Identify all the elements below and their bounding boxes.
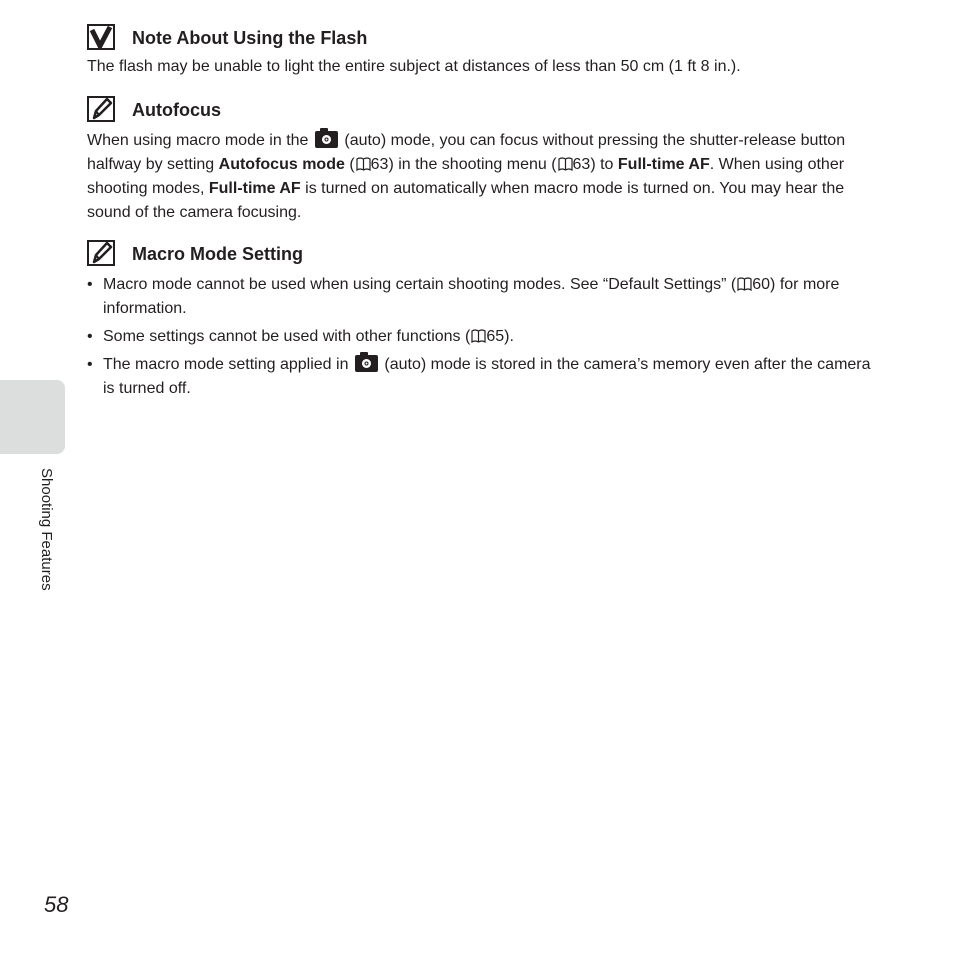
autofocus-mode-term: Autofocus mode [218,156,345,173]
page-number: 58 [44,892,69,917]
autofocus-section [87,96,877,225]
autofocus-text-10: is turned on automatically when macro mode is turned on. You may hear the sound of the camera focusing. [87,180,845,221]
autofocus-body [87,129,877,225]
bullet-text: 65). [486,328,514,345]
book-reference-icon [737,277,752,291]
autofocus-text-2: (auto) mode, you can focus without pressing the shutter-release button halfway by setting [87,132,846,173]
pencil-icon [87,240,115,266]
macro-section [87,240,877,405]
book-reference-icon [558,157,573,171]
book-reference-icon [356,157,371,171]
macro-heading [87,240,877,270]
chapter-side-label: Shooting Features [38,468,55,591]
list-item [87,325,877,349]
autofocus-text-4: ( [349,156,355,173]
note-flash-title: Note About Using the Flash [132,28,368,48]
chapter-tab [0,380,65,454]
bullet-text: Some settings cannot be used with other functions ( [103,328,471,345]
autofocus-heading [87,96,877,126]
autofocus-text-1: When using macro mode in the [87,132,309,149]
check-mark-icon [87,24,115,50]
camera-icon [355,355,378,372]
macro-bullet-list [87,273,877,401]
book-reference-icon [471,329,486,343]
note-flash-body: The flash may be unable to light the entire subject at distances of less than 50 cm (1 ft 8 in.). [87,58,741,75]
pencil-icon [87,96,115,122]
note-flash-section [87,24,877,79]
list-item [87,273,877,321]
full-time-af-term: Full-time AF [617,156,710,173]
bullet-text: The macro mode setting applied in [103,356,349,373]
bullet-text: Macro mode cannot be used when using certain shooting modes. See “Default Settings” ( [103,276,737,293]
full-time-af-term: Full-time AF [208,180,301,197]
autofocus-text-6: 63) to [572,156,614,173]
macro-title: Macro Mode Setting [132,244,304,264]
autofocus-title: Autofocus [132,100,221,120]
note-flash-heading [87,24,877,54]
autofocus-text-8: . When using other shooting modes, [87,156,845,197]
list-item [87,353,877,401]
bullet-text: (auto) mode is stored in the camera’s memory even after the camera is turned off. [103,356,871,397]
camera-icon [315,131,338,148]
autofocus-text-5: 63) in the shooting menu ( [370,156,557,173]
bullet-text: 60) for more information. [103,276,840,317]
